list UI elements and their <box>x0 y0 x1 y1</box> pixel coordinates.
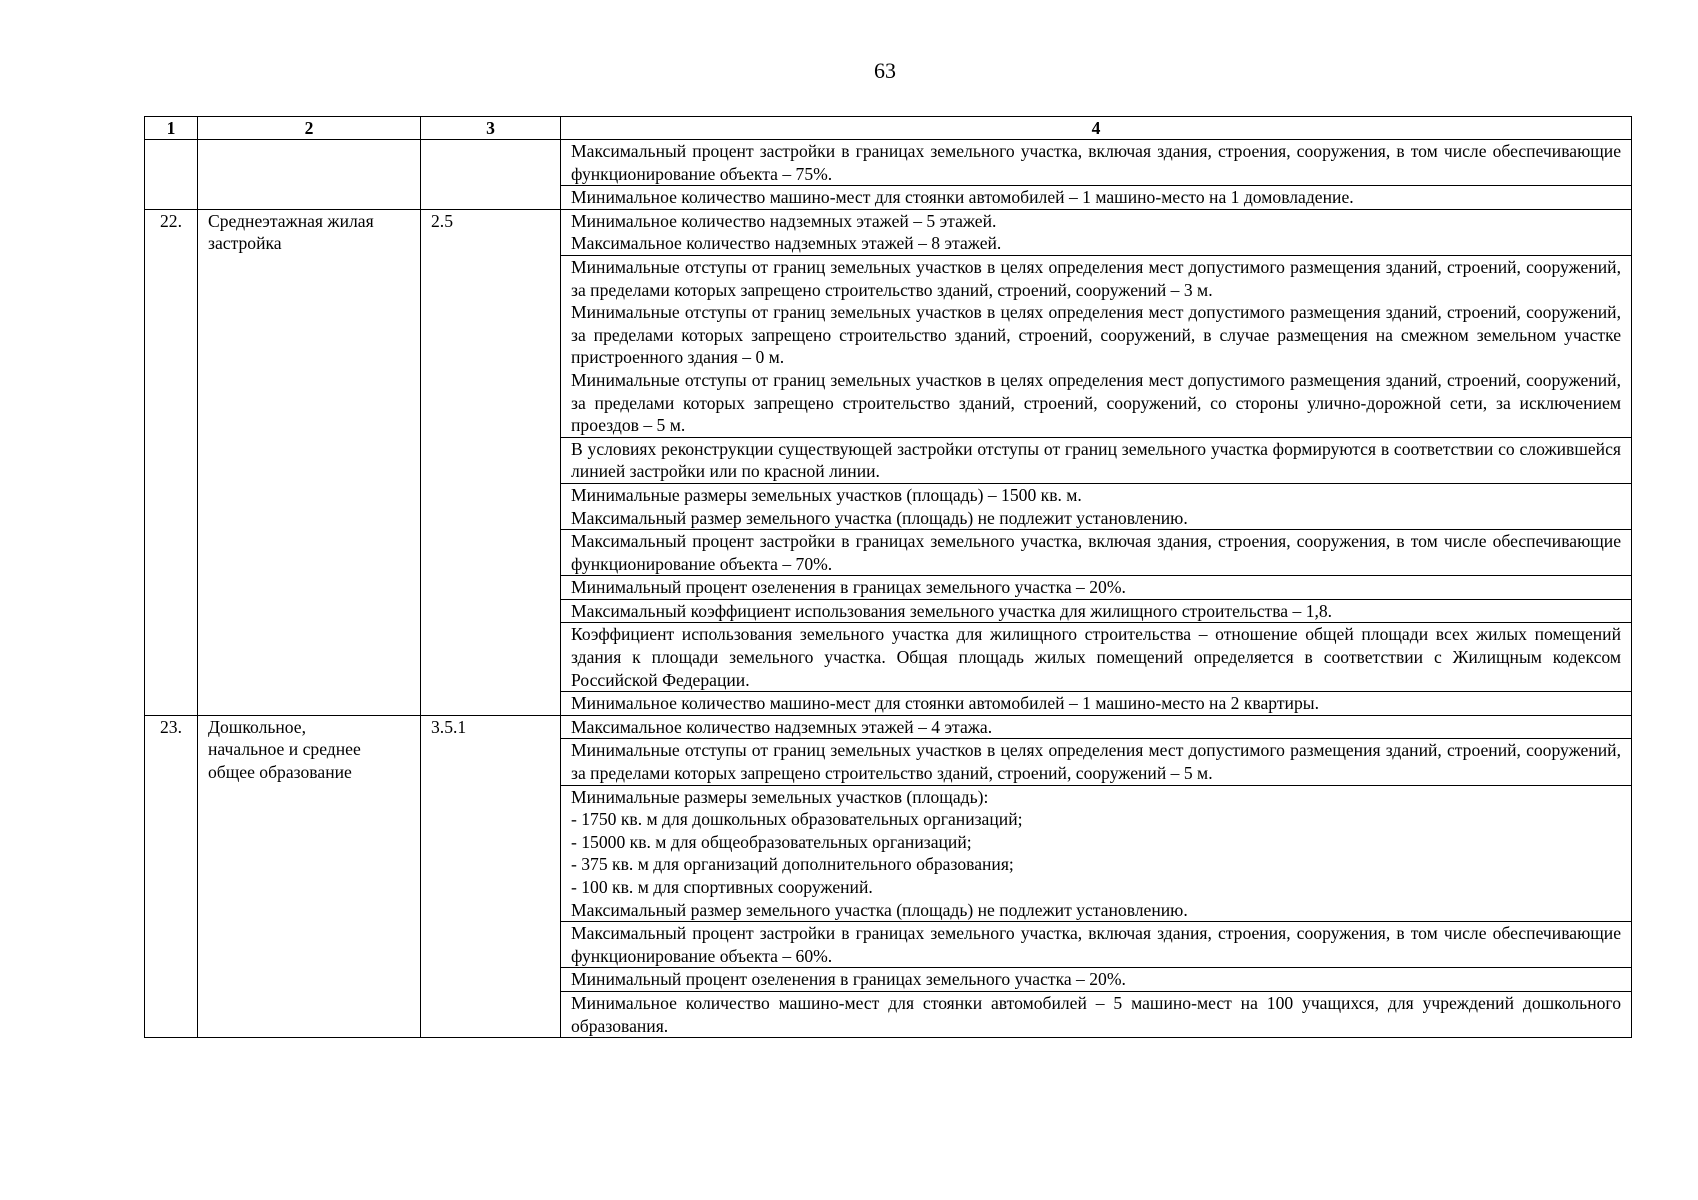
requirement-cell: В условиях реконструкции существующей застройки отступы от границ земельного участка формируются в соответствии со сложившейся линией застройки или по красной линии. <box>561 437 1632 483</box>
requirement-cell: Максимальный процент застройки в границах земельного участка, включая здания, строения, сооружения, в том числе обеспечивающие функционирование объекта – 75%. <box>561 140 1632 186</box>
requirement-cell <box>561 209 1632 255</box>
requirement-line: Максимальный размер земельного участка (площадь) не подлежит установлению. <box>571 507 1188 528</box>
requirement-line: Минимальные размеры земельных участков (площадь): <box>571 786 989 807</box>
requirement-cell: Минимальное количество машино-мест для стоянки автомобилей – 1 машино-место на 1 домовладение. <box>561 186 1632 210</box>
requirement-line: Минимальные отступы от границ земельных участков в целях определения мест допустимого размещения зданий, строений, сооружений, за пределами которых запрещено строительство зданий, строений, сооружений, в случае размещения на смежном земельном участке пристроенного здания – 0 м. <box>571 302 1621 368</box>
requirement-cell: Минимальный процент озеленения в границах земельного участка – 20%. <box>561 576 1632 600</box>
requirement-line: Минимальные размеры земельных участков (площадь) – 1500 кв. м. <box>571 484 1082 505</box>
requirement-line: - 375 кв. м для организаций дополнительного образования; <box>571 854 1014 875</box>
land-use-name-line: начальное и среднее <box>208 739 361 760</box>
requirement-line: Максимальное количество надземных этажей – 8 этажей. <box>571 233 1002 254</box>
requirement-cell: Максимальный коэффициент использования земельного участка для жилищного строительства – 1,8. <box>561 599 1632 623</box>
header-col-2: 2 <box>198 117 421 140</box>
land-use-code: 2.5 <box>421 209 561 715</box>
requirement-line: Максимальный размер земельного участка (площадь) не подлежит установлению. <box>571 899 1188 920</box>
header-col-4: 4 <box>561 117 1632 140</box>
requirement-line: Минимальные отступы от границ земельных участков в целях определения мест допустимого размещения зданий, строений, сооружений, за пределами которых запрещено строительство зданий, строений, сооружений – 3 м. <box>571 256 1621 300</box>
requirement-cell <box>561 255 1632 437</box>
land-use-name: Среднеэтажная жилая застройка <box>198 209 421 715</box>
regulations-table <box>144 116 1632 1038</box>
page-number: 63 <box>874 58 896 83</box>
land-use-name <box>198 715 421 1037</box>
requirement-line: - 15000 кв. м для общеобразовательных организаций; <box>571 831 972 852</box>
continuation-num-cell <box>145 140 198 210</box>
row-number: 23. <box>145 715 198 1037</box>
requirement-cell <box>561 785 1632 922</box>
land-use-code: 3.5.1 <box>421 715 561 1037</box>
requirement-cell: Минимальное количество машино-мест для стоянки автомобилей – 5 машино-мест на 100 учащихся, для учреждений дошкольного образования. <box>561 991 1632 1037</box>
requirement-cell: Коэффициент использования земельного участка для жилищного строительства – отношение общей площади всех жилых помещений здания к площади земельного участка. Общая площадь жилых помещений определяется в соответствии с Жилищным кодексом Российской Федерации. <box>561 623 1632 692</box>
land-use-name-line: общее образование <box>208 762 352 783</box>
land-use-name-line: Дошкольное, <box>208 716 307 737</box>
header-col-1: 1 <box>145 117 198 140</box>
requirement-cell: Максимальное количество надземных этажей – 4 этажа. <box>561 715 1632 739</box>
requirement-cell <box>561 483 1632 529</box>
requirement-cell: Минимальные отступы от границ земельных участков в целях определения мест допустимого размещения зданий, строений, сооружений, за пределами которых запрещено строительство зданий, строений, сооружений – 5 м. <box>561 739 1632 785</box>
header-col-3: 3 <box>421 117 561 140</box>
continuation-code-cell <box>421 140 561 210</box>
requirement-line: - 1750 кв. м для дошкольных образовательных организаций; <box>571 809 1023 830</box>
requirement-cell: Минимальное количество машино-мест для стоянки автомобилей – 1 машино-место на 2 квартиры. <box>561 692 1632 716</box>
continuation-row <box>145 140 1632 186</box>
requirement-line: Минимальное количество надземных этажей – 5 этажей. <box>571 210 997 231</box>
requirement-cell: Максимальный процент застройки в границах земельного участка, включая здания, строения, сооружения, в том числе обеспечивающие функционирование объекта – 70%. <box>561 530 1632 576</box>
requirement-line: Минимальные отступы от границ земельных участков в целях определения мест допустимого размещения зданий, строений, сооружений, за пределами которых запрещено строительство зданий, строений, сооружений, со стороны улично-дорожной сети, за исключением проездов – 5 м. <box>571 369 1621 436</box>
table-row-22 <box>145 209 1632 255</box>
continuation-name-cell <box>198 140 421 210</box>
requirement-line: - 100 кв. м для спортивных сооружений. <box>571 877 873 897</box>
row-number: 22. <box>145 209 198 715</box>
requirement-cell: Минимальный процент озеленения в границах земельного участка – 20%. <box>561 968 1632 992</box>
table-row-23 <box>145 715 1632 739</box>
requirement-cell: Максимальный процент застройки в границах земельного участка, включая здания, строения, сооружения, в том числе обеспечивающие функционирование объекта – 60%. <box>561 922 1632 968</box>
header-row <box>145 117 1632 140</box>
